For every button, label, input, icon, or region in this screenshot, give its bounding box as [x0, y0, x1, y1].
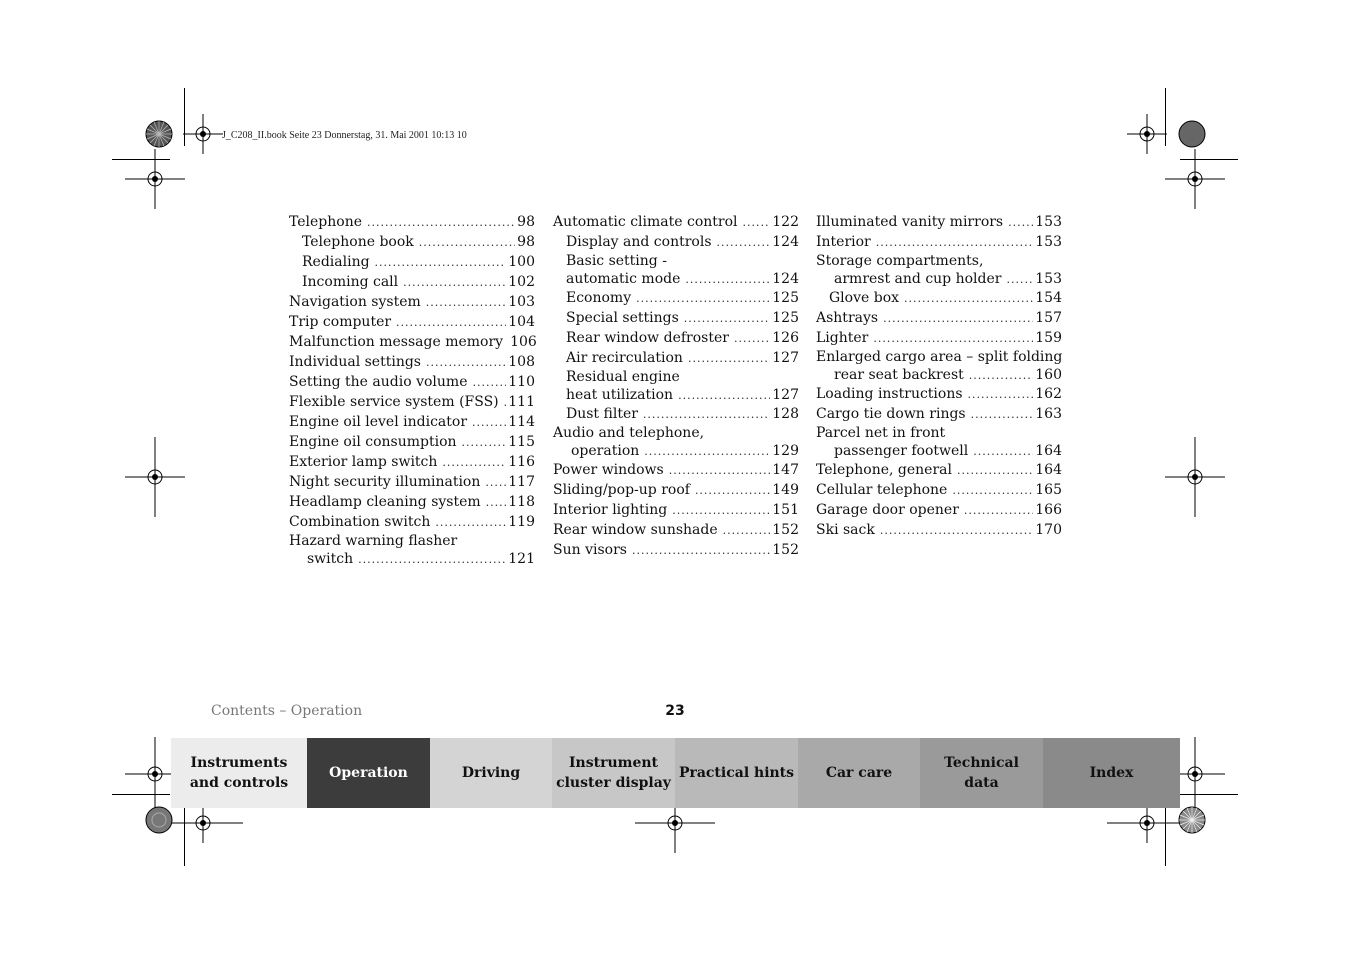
entry-page: 106 — [510, 334, 537, 350]
entry-label: rear seat backrest — [834, 367, 964, 383]
registration-target-icon — [183, 114, 223, 154]
entry-page: 166 — [1035, 502, 1062, 518]
registration-target-icon — [635, 803, 715, 853]
index-entry[interactable] — [289, 232, 535, 252]
registration-target-icon — [1165, 149, 1225, 209]
index-column-2 — [553, 212, 799, 560]
leader-dots — [486, 493, 507, 513]
tab-instrument-cluster-display[interactable] — [552, 738, 675, 808]
index-entry[interactable] — [289, 472, 535, 492]
entry-page: 159 — [1035, 330, 1062, 346]
index-entry[interactable] — [289, 352, 535, 372]
leader-dots — [969, 367, 1033, 385]
entry-page: 160 — [1035, 367, 1062, 383]
registration-target-icon — [1127, 114, 1167, 154]
index-entry[interactable] — [816, 404, 1062, 424]
index-entry-heading[interactable]: Hazard warning flasher — [289, 533, 458, 549]
entry-label: Engine oil consumption — [289, 434, 457, 450]
index-entry[interactable] — [289, 292, 535, 312]
entry-label: Night security illumination — [289, 474, 481, 490]
leader-dots — [684, 309, 770, 329]
leader-dots — [968, 385, 1034, 405]
index-entry[interactable] — [553, 308, 799, 328]
leader-dots — [419, 233, 515, 253]
index-entry[interactable] — [289, 392, 535, 412]
index-entry[interactable] — [816, 460, 1062, 480]
entry-page: 151 — [772, 502, 799, 518]
index-entry[interactable] — [816, 500, 1062, 520]
index-entry[interactable] — [553, 500, 799, 520]
leader-dots — [1008, 213, 1033, 233]
entry-label: Lighter — [816, 330, 869, 346]
tab-label-line2: cluster display — [556, 775, 671, 791]
page-number: 23 — [665, 703, 685, 719]
tab-technical-data[interactable] — [920, 738, 1043, 808]
entry-page: 153 — [1035, 234, 1062, 250]
leader-dots — [678, 387, 770, 405]
entry-page: 153 — [1035, 271, 1062, 287]
tab-label-line1: Technical — [944, 755, 1019, 771]
leader-dots — [367, 213, 515, 233]
leader-dots — [688, 349, 770, 369]
leader-dots — [472, 413, 506, 433]
leader-dots — [442, 453, 506, 473]
index-entry[interactable] — [816, 366, 1062, 384]
entry-page: 152 — [772, 542, 799, 558]
entry-label: Special settings — [566, 310, 679, 326]
leader-dots — [723, 521, 771, 541]
entry-label: Incoming call — [302, 274, 399, 290]
index-entry[interactable] — [816, 480, 1062, 500]
entry-page: 127 — [772, 350, 799, 366]
entry-label: Display and controls — [566, 234, 712, 250]
leader-dots — [734, 329, 770, 349]
entry-page: 117 — [508, 474, 535, 490]
entry-label: Redialing — [302, 254, 370, 270]
index-entry[interactable] — [289, 492, 535, 512]
entry-label: Combination switch — [289, 514, 431, 530]
index-entry[interactable] — [553, 442, 799, 460]
index-entry-heading[interactable]: Enlarged cargo area – split folding — [816, 349, 1063, 365]
leader-dots — [462, 433, 507, 453]
tab-index[interactable] — [1043, 738, 1180, 808]
entry-label: Telephone book — [302, 234, 414, 250]
leader-dots — [880, 521, 1033, 541]
tab-label-line1: Practical hints — [678, 765, 795, 781]
index-entry-heading[interactable]: Audio and telephone, — [553, 425, 705, 441]
entry-page: 111 — [508, 394, 535, 410]
entry-label: Illuminated vanity mirrors — [816, 214, 1004, 230]
section-title: Contents – Operation — [211, 703, 363, 719]
index-entry[interactable] — [289, 332, 535, 352]
registration-target-icon — [125, 437, 185, 517]
registration-target-icon — [1165, 437, 1225, 517]
chapter-tabs — [171, 738, 1180, 808]
leader-dots — [669, 461, 771, 481]
entry-label: Economy — [566, 290, 632, 306]
index-entry[interactable] — [289, 452, 535, 472]
entry-page: 119 — [508, 514, 535, 530]
entry-label: Malfunction message memory — [289, 334, 504, 350]
tab-label-line1: Instruments — [190, 755, 288, 771]
entry-page: 121 — [508, 551, 535, 567]
entry-label: Sun visors — [553, 542, 627, 558]
color-wheel-icon — [145, 806, 173, 834]
tab-operation[interactable] — [307, 738, 430, 808]
entry-label: Power windows — [553, 462, 664, 478]
print-header: J_C208_II.book Seite 23 Donnerstag, 31. Mai 2001 10:13 10 — [222, 130, 467, 141]
entry-page: 129 — [772, 443, 799, 459]
tab-label-line2: and controls — [189, 775, 289, 791]
tab-label-line1: Driving — [461, 765, 521, 781]
tab-label-line1: Operation — [329, 765, 408, 781]
entry-page: 124 — [772, 271, 799, 287]
leader-dots — [485, 473, 506, 493]
entry-label: Ashtrays — [816, 310, 879, 326]
index-entry[interactable] — [553, 480, 799, 500]
index-entry[interactable] — [816, 308, 1062, 328]
entry-page: 157 — [1035, 310, 1062, 326]
index-entry-heading[interactable]: Parcel net in front — [816, 425, 946, 441]
index-entry[interactable] — [816, 270, 1062, 288]
tab-label-line1: Instrument — [569, 755, 658, 771]
leader-dots — [426, 353, 506, 373]
entry-page: 108 — [508, 354, 535, 370]
entry-page: 127 — [772, 387, 799, 403]
entry-page: 162 — [1035, 386, 1062, 402]
tab-instruments-and-controls[interactable] — [171, 738, 307, 808]
entry-page: 116 — [508, 454, 535, 470]
index-entry[interactable] — [289, 272, 535, 292]
entry-page: 163 — [1035, 406, 1062, 422]
entry-page: 103 — [508, 294, 535, 310]
entry-page: 149 — [772, 482, 799, 498]
entry-page: 165 — [1035, 482, 1062, 498]
index-entry[interactable] — [553, 404, 799, 424]
entry-page: 170 — [1035, 522, 1062, 538]
index-entry[interactable] — [553, 270, 799, 288]
entry-label: heat utilization — [566, 387, 674, 403]
index-entry[interactable] — [553, 348, 799, 368]
color-wheel-icon — [1178, 120, 1206, 148]
leader-dots — [876, 233, 1034, 253]
leader-dots — [873, 329, 1033, 349]
entry-label: Individual settings — [289, 354, 421, 370]
leader-dots — [964, 501, 1033, 521]
tab-practical-hints[interactable] — [675, 738, 798, 808]
entry-page: 152 — [772, 522, 799, 538]
index-entry[interactable] — [816, 384, 1062, 404]
entry-page: 98 — [517, 234, 535, 250]
entry-label: Glove box — [829, 290, 900, 306]
entry-label: Garage door opener — [816, 502, 959, 518]
entry-label: Dust filter — [566, 406, 638, 422]
index-entry[interactable] — [289, 212, 535, 232]
entry-page: 110 — [508, 374, 535, 390]
leader-dots — [644, 443, 770, 461]
entry-page: 147 — [772, 462, 799, 478]
index-entry[interactable] — [553, 328, 799, 348]
leader-dots — [743, 213, 771, 233]
entry-label: Navigation system — [289, 294, 421, 310]
index-entry[interactable] — [553, 288, 799, 308]
leader-dots — [717, 233, 771, 253]
entry-page: 104 — [508, 314, 535, 330]
leader-dots — [952, 481, 1033, 501]
leader-dots — [403, 273, 506, 293]
entry-label: automatic mode — [566, 271, 681, 287]
entry-label: Headlamp cleaning system — [289, 494, 481, 510]
index-entry[interactable] — [289, 432, 535, 452]
entry-page: 98 — [517, 214, 535, 230]
leader-dots — [375, 253, 507, 273]
entry-label: Sliding/pop-up roof — [553, 482, 690, 498]
entry-page: 128 — [772, 406, 799, 422]
entry-page: 125 — [772, 310, 799, 326]
entry-label: Exterior lamp switch — [289, 454, 438, 470]
entry-page: 102 — [508, 274, 535, 290]
entry-label: Ski sack — [816, 522, 875, 538]
tab-label-line2: data — [964, 775, 999, 791]
index-entry-heading[interactable]: Basic setting - — [566, 253, 667, 269]
index-entry[interactable] — [553, 520, 799, 540]
entry-page: 122 — [772, 214, 799, 230]
entry-label: passenger footwell — [834, 443, 969, 459]
entry-label: Telephone, general — [816, 462, 952, 478]
registration-target-icon — [1107, 803, 1187, 843]
entry-page: 125 — [772, 290, 799, 306]
entry-label: Interior — [816, 234, 871, 250]
index-entry-heading[interactable]: Residual engine — [566, 369, 680, 385]
index-entry[interactable] — [553, 540, 799, 560]
index-entry[interactable] — [553, 232, 799, 252]
leader-dots — [473, 373, 507, 393]
leader-dots — [695, 481, 770, 501]
index-column-1 — [289, 212, 535, 568]
entry-page: 118 — [508, 494, 535, 510]
tab-driving[interactable] — [430, 738, 552, 808]
leader-dots — [358, 551, 506, 569]
index-entry[interactable] — [816, 442, 1062, 460]
leader-dots — [643, 405, 770, 425]
entry-label: Telephone — [289, 214, 363, 230]
entry-label: Cellular telephone — [816, 482, 948, 498]
entry-page: 115 — [508, 434, 535, 450]
tab-label-line1: Car care — [825, 765, 893, 781]
color-wheel-icon — [1178, 806, 1206, 834]
entry-page: 126 — [772, 330, 799, 346]
entry-label: Rear window sunshade — [553, 522, 718, 538]
entry-label: armrest and cup holder — [834, 271, 1002, 287]
index-entry[interactable] — [816, 232, 1062, 252]
index-entry[interactable] — [289, 512, 535, 532]
tab-car-care[interactable] — [798, 738, 920, 808]
entry-page: 114 — [508, 414, 535, 430]
leader-dots — [904, 289, 1033, 309]
leader-dots — [1006, 271, 1033, 289]
tab-label-line1: Index — [1089, 765, 1134, 781]
entry-page: 164 — [1035, 443, 1062, 459]
entry-page: 154 — [1035, 290, 1062, 306]
index-entry[interactable] — [816, 328, 1062, 348]
entry-label: Setting the audio volume — [289, 374, 468, 390]
leader-dots — [396, 313, 506, 333]
leader-dots — [636, 289, 770, 309]
color-wheel-icon — [145, 120, 173, 148]
leader-dots — [426, 293, 507, 313]
entry-label: Loading instructions — [816, 386, 963, 402]
index-entry[interactable] — [289, 252, 535, 272]
leader-dots — [957, 461, 1033, 481]
leader-dots — [883, 309, 1033, 329]
leader-dots — [504, 393, 507, 413]
registration-target-icon — [163, 803, 243, 843]
entry-label: Air recirculation — [566, 350, 683, 366]
index-entry[interactable] — [289, 312, 535, 332]
index-entry[interactable] — [553, 212, 799, 232]
registration-target-icon — [125, 149, 185, 209]
leader-dots — [685, 271, 770, 289]
entry-label: Automatic climate control — [553, 214, 738, 230]
index-entry[interactable] — [289, 372, 535, 392]
index-entry[interactable] — [553, 460, 799, 480]
entry-label: Flexible service system (FSS) — [289, 394, 499, 410]
index-entry[interactable] — [816, 212, 1062, 232]
index-entry[interactable] — [553, 386, 799, 404]
index-column-3 — [816, 212, 1062, 540]
entry-page: 164 — [1035, 462, 1062, 478]
entry-label: Interior lighting — [553, 502, 668, 518]
entry-label: Engine oil level indicator — [289, 414, 468, 430]
entry-label: Cargo tie down rings — [816, 406, 966, 422]
index-entry-heading[interactable]: Storage compartments, — [816, 253, 984, 269]
index-entry[interactable] — [816, 288, 1062, 308]
leader-dots — [632, 541, 770, 561]
index-entry[interactable] — [816, 520, 1062, 540]
entry-page: 100 — [508, 254, 535, 270]
leader-dots — [971, 405, 1034, 425]
entry-page: 153 — [1035, 214, 1062, 230]
leader-dots — [672, 501, 770, 521]
entry-label: operation — [571, 443, 640, 459]
index-entry[interactable] — [289, 550, 535, 568]
entry-label: Rear window defroster — [566, 330, 729, 346]
entry-label: Trip computer — [289, 314, 392, 330]
index-entry[interactable] — [289, 412, 535, 432]
leader-dots — [973, 443, 1033, 461]
leader-dots — [435, 513, 506, 533]
entry-page: 124 — [772, 234, 799, 250]
entry-label: switch — [307, 551, 354, 567]
